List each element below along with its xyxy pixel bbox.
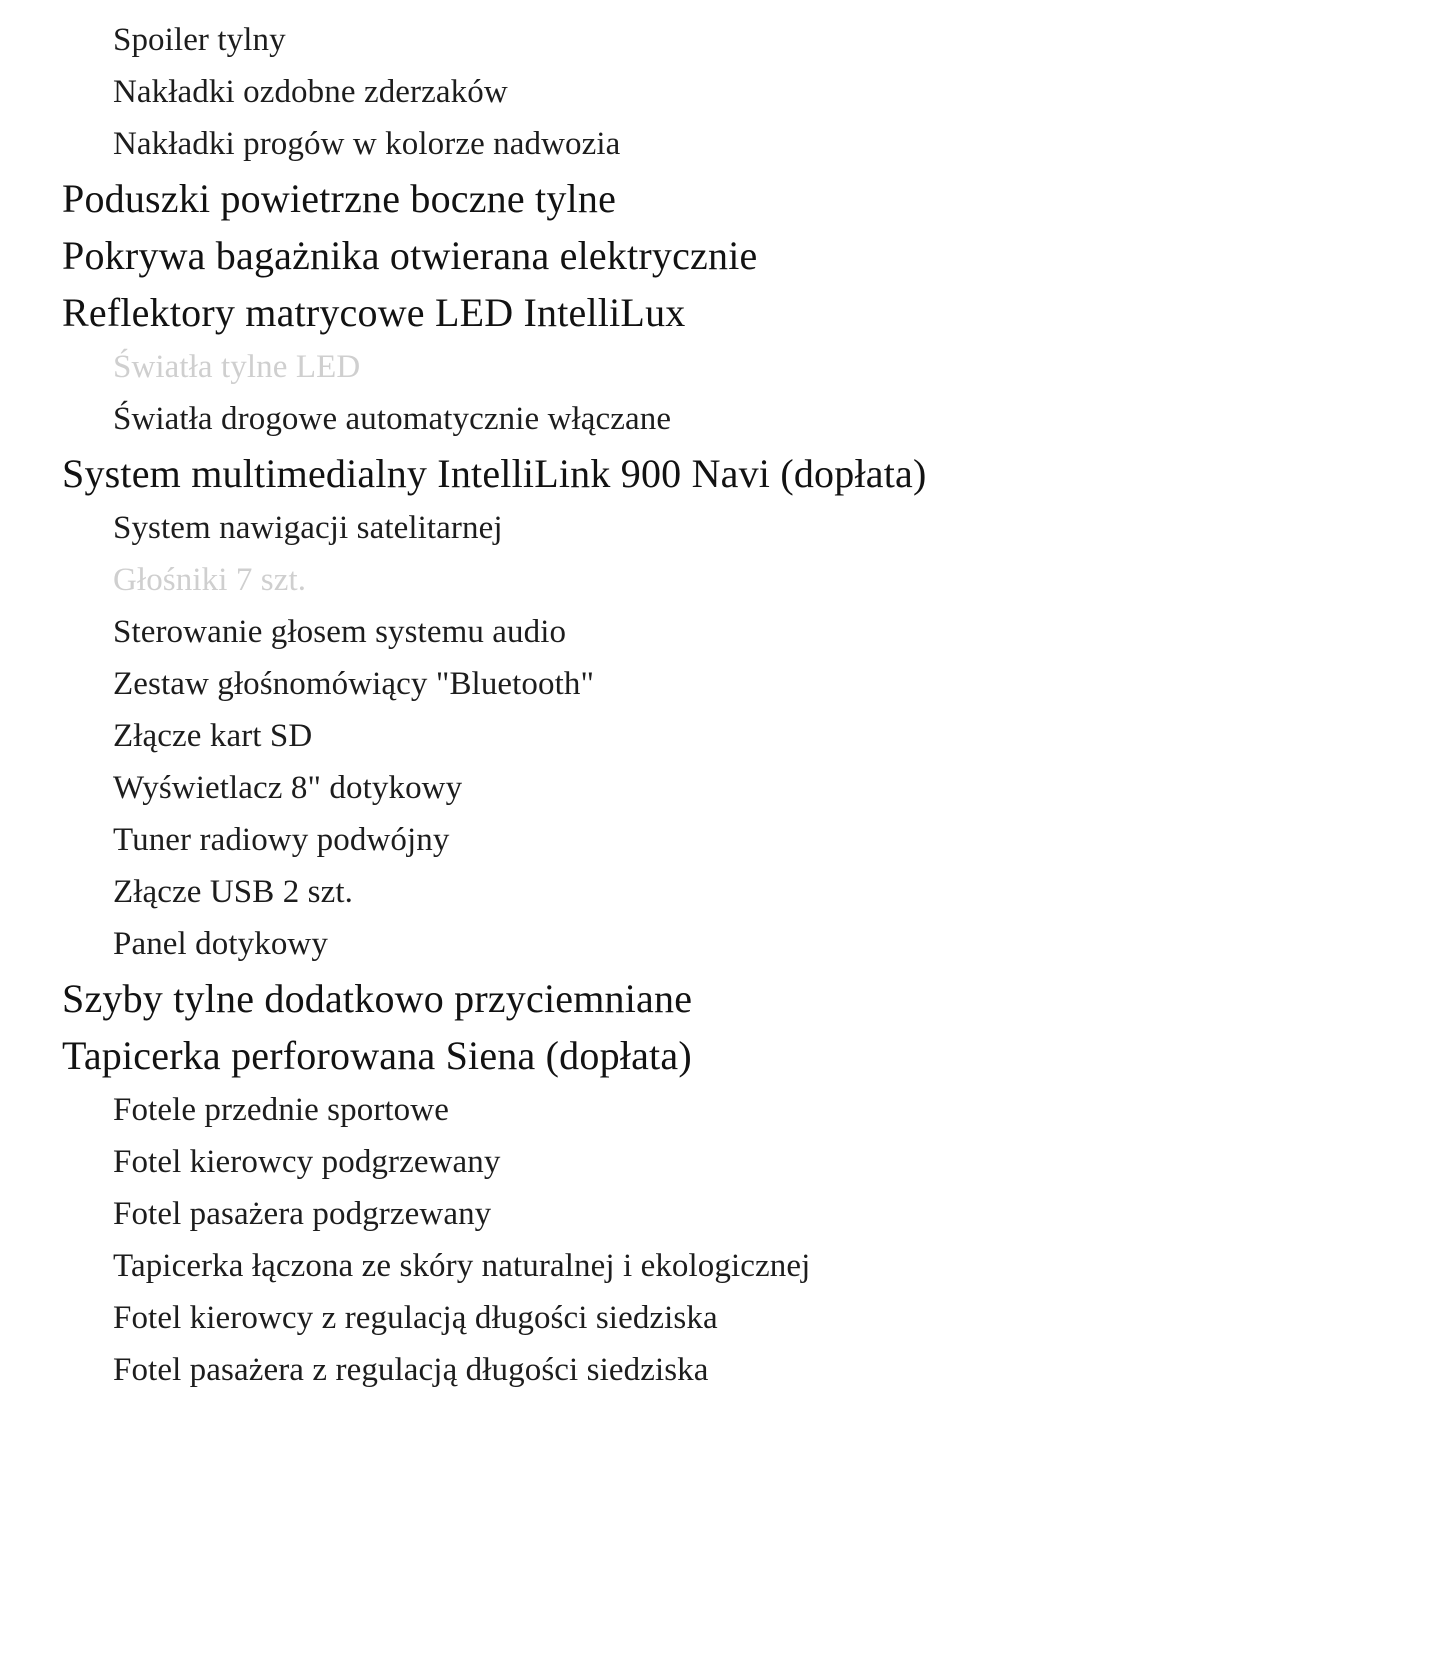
spec-list-item: Spoiler tylny bbox=[113, 21, 286, 58]
spec-list-item: Światła drogowe automatycznie włączane bbox=[113, 400, 672, 437]
spec-list-item: Nakładki ozdobne zderzaków bbox=[113, 73, 508, 110]
spec-group-heading: Szyby tylne dodatkowo przyciemniane bbox=[62, 975, 693, 1021]
spec-list-item: Fotel kierowcy z regulacją długości siedziska bbox=[113, 1299, 718, 1336]
spec-group-heading: Tapicerka perforowana Siena (dopłata) bbox=[62, 1032, 692, 1078]
spec-list-item: Sterowanie głosem systemu audio bbox=[113, 613, 567, 650]
spec-group-heading: System multimedialny IntelliLink 900 Navi (dopłata) bbox=[62, 450, 927, 496]
equipment-spec-list bbox=[0, 14, 1440, 1396]
spec-group-heading: Pokrywa bagażnika otwierana elektrycznie bbox=[62, 232, 758, 278]
spec-group-heading: Poduszki powietrzne boczne tylne bbox=[62, 175, 617, 221]
spec-list-item: Fotel pasażera podgrzewany bbox=[113, 1195, 492, 1232]
spec-group-heading: Reflektory matrycowe LED IntelliLux bbox=[62, 289, 686, 335]
spec-list-item: Wyświetlacz 8" dotykowy bbox=[113, 769, 463, 806]
spec-list-item: System nawigacji satelitarnej bbox=[113, 509, 503, 546]
spec-list-item: Światła tylne LED bbox=[113, 348, 361, 385]
spec-list-item: Tapicerka łączona ze skóry naturalnej i ekologicznej bbox=[113, 1247, 811, 1284]
spec-list-item: Tuner radiowy podwójny bbox=[113, 821, 450, 858]
spec-list-item: Zestaw głośnomówiący "Bluetooth" bbox=[113, 665, 595, 702]
spec-list-item: Nakładki progów w kolorze nadwozia bbox=[113, 125, 621, 162]
spec-list-item: Głośniki 7 szt. bbox=[113, 561, 307, 598]
spec-list-item: Fotel kierowcy podgrzewany bbox=[113, 1143, 501, 1180]
spec-list-item: Fotele przednie sportowe bbox=[113, 1091, 449, 1128]
spec-list-item: Panel dotykowy bbox=[113, 925, 328, 962]
spec-list-item: Złącze kart SD bbox=[113, 717, 313, 754]
spec-list-item: Złącze USB 2 szt. bbox=[113, 873, 353, 910]
spec-list-item: Fotel pasażera z regulacją długości siedziska bbox=[113, 1351, 709, 1388]
